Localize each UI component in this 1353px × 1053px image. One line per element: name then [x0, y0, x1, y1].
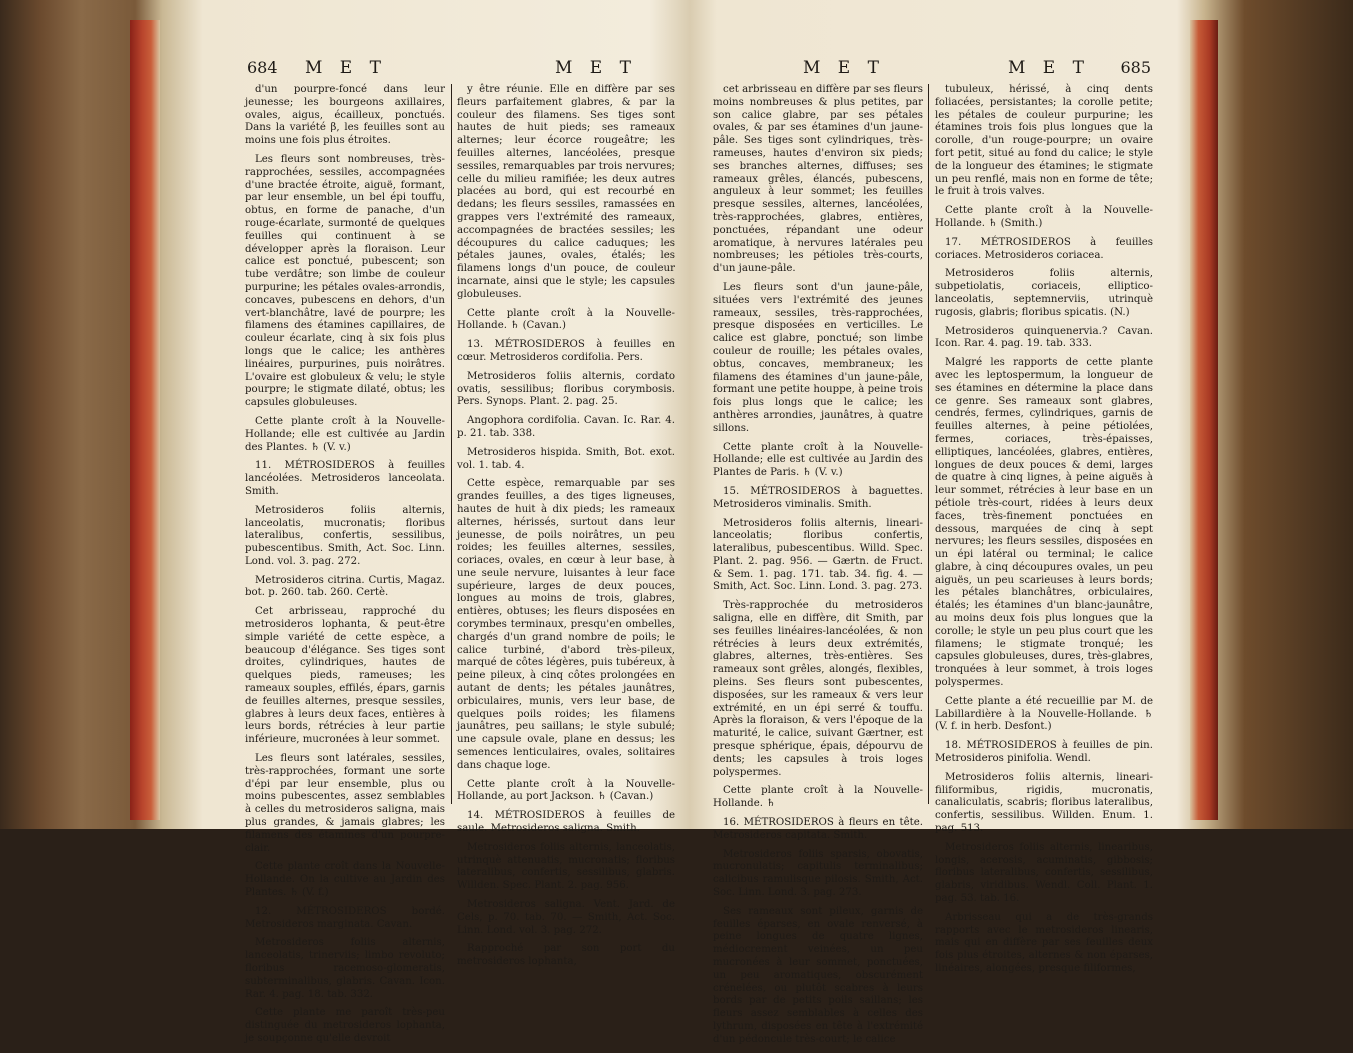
left-page [245, 40, 675, 1044]
paragraph: Metrosideros foliis alternis, cordato ovatis, sessilibus; floribus corymbosis. Pers. Synops. Plant. 2. pag. 25. [457, 370, 675, 408]
column-1 [245, 84, 445, 1052]
paragraph: 16. MÉTROSIDEROS à fleurs en tête. Metrosideros capitata. Smith. [713, 817, 923, 841]
paragraph: Cette plante croît à la Nouvelle-Hollande. ♄ (Smith.) [935, 205, 1153, 229]
paragraph: y être réunie. Elle en diffère par ses fleurs parfaitement glabres, & par la couleur des filamens. Ses tiges sont hautes de huit pieds; ses rameaux alternes; leur écorce rougeâtre; les feuilles alternes, lancéolées, presque sessiles, remarquables par trois nervures; celle du milieu ramifiée; les deux autres placées au bord, qui est recourbé en dedans; les fleurs sessiles, ramassées en grappes vers l'extrémité des rameaux, accompagnées de bractées sessiles; les découpures du calice caduques; les pétales jaunes, ovales, étalés; les filamens longs d'un pouce, de couleur incarnate, ainsi que le style; les capsules globuleuses. [457, 84, 675, 300]
paragraph: Cette plante croît à la Nouvelle-Hollande. ♄ (Cavan.) [457, 307, 675, 332]
right-page [713, 40, 1153, 1045]
paragraph: d'un pourpre-foncé dans leur jeunesse; les bourgeons axillaires, ovales, aigus, écailleux, ponctués. Dans la variété β, les feuilles sont au moins une fois plus étroites. [245, 84, 445, 147]
column-2 [935, 84, 1153, 982]
paragraph: Les fleurs sont nombreuses, très-rapprochées, sessiles, accompagnées d'une bractée étroite, aiguë, formant, par leur ensemble, un bel épi touffu, obtus, en forme de panache, d'un rouge-écarlate, surmonté de quelques feuilles qui continuent à se développer après la floraison. Leur calice est ponctué, pubescent; son tube verdâtre; son limbe de couleur purpurine; les pétales ovales-arrondis, concaves, pubescens en dehors, d'un vert-blanchâtre, lavé de pourpre; les filamens des étamines capillaires, de couleur écarlate, cinq à six fois plus longs que le calice; les anthères linéaires, purpurines, puis noirâtres. L'ovaire est globuleux & velu; le style pourpre; le stigmate dilaté, obtus; les capsules globuleuses. [245, 153, 445, 409]
left-page-header [245, 58, 675, 82]
paragraph: Arbrisseau qui a de très-grands rapports avec le metrosideros linearis, mais qui en diffère par ses feuilles deux fois plus étroites, alternes & non éparses, linéaires, alongées, presque filiformes, [935, 911, 1153, 974]
paragraph: Metrosideros foliis alternis, lanceolatis, trinerviis; limbo revoluto; floribus racemoso-glomeratis, subterminalibus, glabris. Cavan. Icon. Rar. 4. pag. 18. tab. 332. [245, 937, 445, 1000]
paragraph: cet arbrisseau en diffère par ses fleurs moins nombreuses & plus petites, par son calice glabre, par ses pétales ovales, & par ses étamines d'un jaune-pâle. Ses tiges sont cylindriques, très-rameuses, hautes d'environ six pieds; ses branches alternes, diffuses; ses rameaux grêles, élancés, pubescens, anguleux à leur sommet; les feuilles presque sessiles, alternes, lancéolées, très-rapprochées, glabres, entières, ponctuées, répandant une odeur aromatique, à nervures latérales peu nombreuses; les pétioles très-courts, d'un jaune-pâle. [713, 84, 923, 275]
paragraph: 14. MÉTROSIDEROS à feuilles de saule. Metrosideros saligna. Smith. [457, 810, 675, 835]
paragraph: Metrosideros citrina. Curtis, Magaz. bot. p. 260. tab. 260. Certè. [245, 574, 445, 599]
paragraph: Metrosideros foliis sparsis, obovatis, mucronulatis; capitulis terminalibus; calicibus ramulisque pilosis. Smith, Act. Soc. Linn. Lond. 3. pag. 273. [713, 848, 923, 899]
paragraph: Malgré les rapports de cette plante avec les leptospermum, la longueur de ses étamines en détermine la place dans ce genre. Ses rameaux sont glabres, cendrés, fermes, cylindriques, garnis de feuilles alternes, à peine pétiolées, fermes, coriaces, très-épaisses, elliptiques, lancéolées, glabres, entières, longues de deux pouces & demi, larges de quatre à cinq lignes, à peine aiguës à leur sommet, rétrécies à leur base en un pétiole très-court, ridées à leurs deux faces, très-finement ponctuées en dessous, marquées de cinq à sept nervures; les fleurs sessiles, disposées en un épi latéral ou terminal; le calice glabre, à cinq découpures ovales, un peu aiguës, un peu scarieuses à leurs bords; les pétales blanchâtres, orbiculaires, étalés; les étamines d'un blanc-jaunâtre, au moins deux fois plus longues que la corolle; le style un peu plus court que les filamens; le stigmate tronqué; les capsules globuleuses, dures, très-glabres, tronquées à leur sommet, à trois loges polyspermes. [935, 357, 1153, 689]
paragraph: 13. MÉTROSIDEROS à feuilles en cœur. Metrosideros cordifolia. Pers. [457, 339, 675, 363]
paragraph: 12. MÉTROSIDEROS bordé. Metrosideros marginata. Cavan. [245, 905, 445, 930]
column-divider [928, 84, 929, 804]
paragraph: Cette plante me paroît très-peu distinguée du metrosideros lophanta, je soupçonne qu'elle devroit [245, 1007, 445, 1044]
paragraph: Cette plante croît dans la Nouvelle-Hollande. On la cultive au Jardin des Plantes. ♄ (V. f.) [245, 861, 445, 899]
paragraph: 11. MÉTROSIDEROS à feuilles lancéolées. Metrosideros lanceolata. Smith. [245, 460, 445, 497]
paragraph: tubuleux, hérissé, à cinq dents foliacées, persistantes; la corolle petite; les pétales de couleur purpurine; les étamines trois fois plus longues que la corolle, d'un rouge-pourpre; un ovaire fort petit, situé au fond du calice; le style de la longueur des étamines; le stigmate un peu renflé, mais non en forme de tête; le fruit à trois valves. [935, 84, 1153, 198]
paragraph: Les fleurs sont latérales, sessiles, très-rapprochées, formant une sorte d'épi par leur ensemble, plus ou moins pubescentes, assez semblables à celles du metrosideros saligna, mais plus grandes, & jamais glabres; les filamens des étamines d'un pourpre-clair. [245, 753, 445, 854]
paragraph: Cette plante croît à la Nouvelle-Hollande; elle est cultivée au Jardin des Plantes. ♄ (V. v.) [245, 415, 445, 453]
paragraph: Cet arbrisseau, rapproché du metrosideros lophanta, & peut-être simple variété de cette espèce, a beaucoup d'élégance. Ses tiges sont droites, cylindriques, hautes de quelques pieds, rameuses; les rameaux souples, effilés, épars, garnis de feuilles alternes, presque sessiles, glabres à leurs deux faces, entières à leurs bords, rétrécies à leur partie inférieure, mucronées à leur sommet. [245, 606, 445, 746]
paragraph: Metrosideros hispida. Smith, Bot. exot. vol. 1. tab. 4. [457, 446, 675, 471]
paragraph: Metrosideros foliis alternis, lineari-lanceolatis; floribus confertis, lateralibus, pubescentibus. Willd. Spec. Plant. 2. pag. 956. — Gærtn. de Fruct. & Sem. 1. pag. 171. tab. 34. fig. 4. — Smith, Act. Soc. Linn. Lond. 3. pag. 273. [713, 517, 923, 593]
paragraph: Très-rapprochée du metrosideros saligna, elle en diffère, dit Smith, par ses feuilles linéaires-lancéolées, & non rétrécies à leurs deux extrémités, glabres, alternes, très-entières. Ses rameaux sont grêles, alongés, flexibles, pleins. Ses fleurs sont pubescentes, disposées, sur les rameaux & vers leur extrémité, en un épi serré & touffu. Après la floraison, & vers l'époque de la maturité, le calice, suivant Gærtner, est presque sphérique, épais, dépourvu de dents; les capsules à trois loges polyspermes. [713, 600, 923, 778]
paragraph: Metrosideros saligna. Vent. Jard. de Cels, p. 70. tab. 70. — Smith, Act. Soc. Linn. Lond. vol. 3. pag. 272. [457, 899, 675, 936]
running-head-right: M E T [1008, 58, 1090, 78]
paragraph: Metrosideros foliis alternis, lanceolatis, utrinquè attenuatis, mucronatis; floribus lateralibus, confertis, sessilibus, glabris. Willden. Spec. Plant. 2. pag. 956. [457, 841, 675, 892]
paragraph: Cette plante a été recueillie par M. de Labillardière à la Nouvelle-Hollande. ♄ (V. f. in herb. Desfont.) [935, 695, 1153, 733]
paragraph: Metrosideros foliis alternis, lineari-filiformibus, rigidis, mucronatis, canaliculatis, scabris; floribus lateralibus, confertis, sessilibus. Willden. Enum. 1. pag. 513. [935, 771, 1153, 835]
running-head-left: M E T [305, 58, 387, 78]
page-number: 685 [1120, 58, 1151, 77]
running-head-right: M E T [555, 58, 637, 78]
paragraph: Cette plante croît à la Nouvelle-Hollande, au port Jackson. ♄ (Cavan.) [457, 778, 675, 803]
column-divider [451, 84, 452, 804]
right-page-header [713, 58, 1153, 82]
paragraph: 17. MÉTROSIDEROS à feuilles coriaces. Metrosideros coriacea. [935, 236, 1153, 261]
column-2 [457, 84, 675, 975]
book-cover-edge-left [130, 20, 160, 820]
column-1 [713, 84, 923, 1053]
paragraph: 15. MÉTROSIDEROS à baguettes. Metrosideros viminalis. Smith. [713, 485, 923, 510]
page-number: 684 [247, 58, 278, 77]
paragraph: Metrosideros quinquenervia.? Cavan. Icon. Rar. 4. pag. 19. tab. 333. [935, 325, 1153, 350]
paragraph: Cette plante croît à la Nouvelle-Hollande. ♄ [713, 785, 923, 810]
paragraph: Rapproché par son port du metrosideros lophanta, [457, 943, 675, 968]
paragraph: Metrosideros foliis alternis, lanceolatis, mucronatis; floribus lateralibus, confertis, sessilibus, pubescentibus. Smith, Act. Soc. Linn. Lond. vol. 3. pag. 272. [245, 504, 445, 567]
paragraph: Ses rameaux sont pileux, garnis de feuilles éparses, en ovale renversé, à peine longues de quatre lignes, médiocrement veinées, un peu mucronées à leur sommet, ponctuées, un peu aromatiques, obscurément crénelées, ou plutôt scabres à leurs bords par de petits poils saillans; les fleurs assez semblables à celles des lythrum, disposées en tête à l'extrémité d'un pédoncule très-court; le calice [713, 905, 923, 1045]
paragraph: Metrosideros foliis alternis, linearibus, longis, acerosis, acuminatis, gibbosis; floribus lateralibus, confertis, sessilibus, glabris, viridibus. Wendl. Coll. Plant. 1. pag. 53. tab. 16. [935, 841, 1153, 905]
paragraph: 18. MÉTROSIDEROS à feuilles de pin. Metrosideros pinifolia. Wendl. [935, 740, 1153, 765]
paragraph: Cette plante croît à la Nouvelle-Hollande; elle est cultivée au Jardin des Plantes de Paris. ♄ (V. v.) [713, 441, 923, 479]
paragraph: Angophora cordifolia. Cavan. Ic. Rar. 4. p. 21. tab. 338. [457, 415, 675, 439]
book-cover-edge-right [1190, 20, 1218, 820]
running-head-left: M E T [803, 58, 885, 78]
paragraph: Cette espèce, remarquable par ses grandes feuilles, a des tiges ligneuses, hautes de huit à dix pieds; les rameaux alternes, hérissés, surtout dans leur jeunesse, de poils noirâtres, un peu roides; les feuilles alternes, sessiles, coriaces, ovales, en cœur à leur base, à une seule nervure, luisantes à leur face supérieure, larges de deux pouces, longues au moins de trois, glabres, entières, obtuses; les fleurs disposées en corymbes terminaux, presqu'en ombelles, chargés d'un grand nombre de poils; le calice turbiné, d'abord très-pileux, marqué de côtes légères, puis tubéreux, à peine pileux, à cinq côtes prolongées en autant de dents; les pétales jaunâtres, orbiculaires, munis, vers leur base, de quelques poils roides; les filamens jaunâtres, peu saillans; le style subulé; une capsule ovale, plane en dessus; les semences lenticulaires, ovales, solitaires dans chaque loge. [457, 478, 675, 771]
paragraph: Les fleurs sont d'un jaune-pâle, situées vers l'extrémité des jeunes rameaux, sessiles, très-rapprochées, presque disposées en verticilles. Le calice est glabre, ponctué; son limbe couleur de rouille; les pétales ovales, obtus, concaves, membraneux; les filamens des étamines d'un jaune-pâle, formant une petite houppe, à peine trois fois plus longs que le calice; les anthères arrondies, jaunâtres, à quatre sillons. [713, 281, 923, 434]
paragraph: Metrosideros foliis alternis, subpetiolatis, coriaceis, elliptico-lanceolatis, septemnerviis, utrinquè rugosis, glabris; floribus spicatis. (N.) [935, 268, 1153, 318]
